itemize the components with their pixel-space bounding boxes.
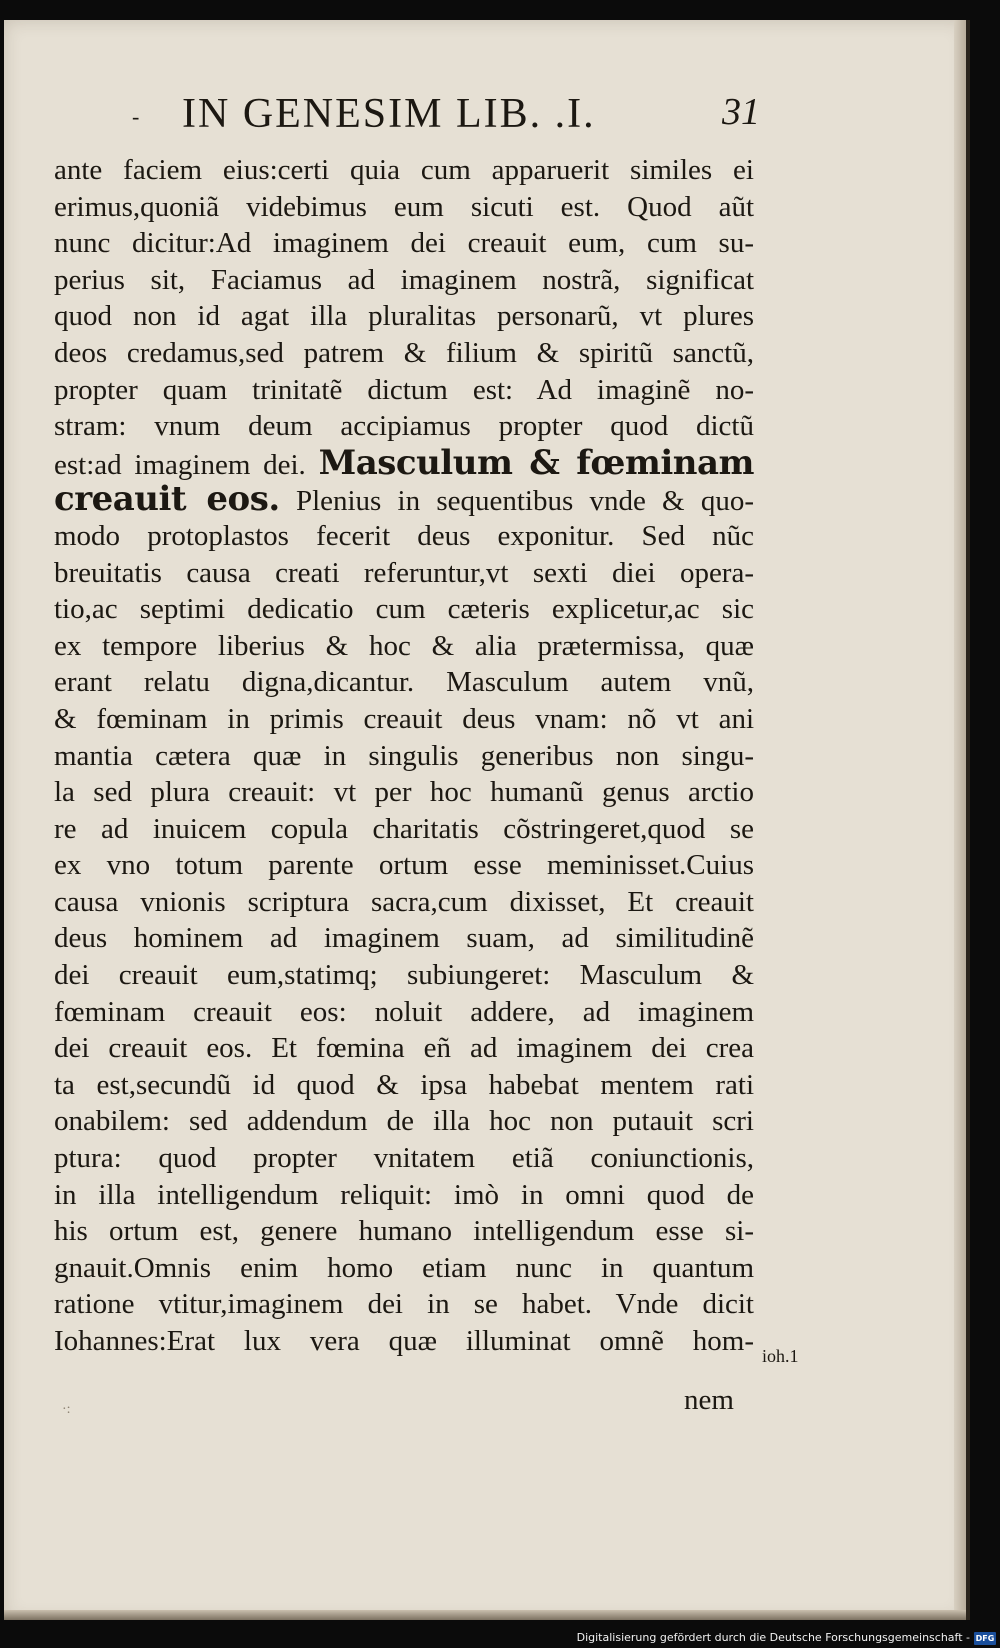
body-text (54, 152, 754, 1360)
text-line: Iohannes:Erat lux vera quæ illuminat omnẽ hom- (54, 1325, 754, 1357)
text-line-mixed (54, 481, 754, 518)
text-line: & fœminam in primis creauit deus vnam: nõ vt ani (54, 702, 754, 735)
text-line: ex tempore liberius & hoc & alia prætermissa, quæ (54, 629, 754, 662)
catchword: nem (684, 1384, 734, 1416)
text-line: breuitatis causa creati referuntur,vt sexti diei opera- (54, 556, 754, 589)
page-speck: ·: (62, 1402, 71, 1417)
text-line: re ad inuicem copula charitatis cõstringeret,quod se (54, 812, 754, 845)
text-segment: est:ad imaginem dei. (54, 448, 306, 481)
text-line-mixed (54, 445, 754, 482)
text-line: perius sit, Faciamus ad imaginem nostrã, significat (54, 263, 754, 296)
text-line: onabilem: sed addendum de illa hoc non putauit scri (54, 1105, 754, 1138)
text-line: quod non id agat illa pluralitas personarũ, vt plures (54, 300, 754, 333)
text-line: fœminam creauit eos: noluit addere, ad imaginem (54, 995, 754, 1028)
text-line: tio,ac septimi dedicatio cum cæteris explicetur,ac sic (54, 593, 754, 626)
marginal-note: ioh.1 (762, 1346, 799, 1366)
text-line: his ortum est, genere humano intelligendum esse si- (54, 1215, 754, 1248)
page-number: 31 (722, 91, 760, 133)
text-line: deus hominem ad imaginem suam, ad similitudinẽ (54, 922, 754, 955)
text-line: ratione vtitur,imaginem dei in se habet. Vnde dicit (54, 1288, 754, 1321)
text-line: gnauit.Omnis enim homo etiam nunc in quantum (54, 1251, 754, 1284)
text-line: dei creauit eos. Et fœmina eñ ad imaginem dei crea (54, 1032, 754, 1065)
book-page (4, 20, 970, 1620)
blackletter-heading-cont: creauit eos. (54, 481, 280, 518)
running-head: IN GENESIM LIB. .I. (182, 91, 596, 137)
text-line: erant relatu digna,dicantur. Masculum autem vnũ, (54, 666, 754, 699)
text-line: mantia cætera quæ in singulis generibus non singu- (54, 739, 754, 772)
page-header (4, 90, 966, 150)
header-dash: - (132, 104, 140, 129)
page-edge-shadow (954, 20, 966, 1620)
dfg-logo-icon: DFG (975, 1634, 995, 1643)
credit-bar (0, 1629, 1000, 1648)
text-line: erimus,quoniã videbimus eum sicuti est. Quod aũt (54, 190, 754, 223)
text-line: nunc dicitur:Ad imaginem dei creauit eum, cum su- (54, 227, 754, 260)
text-line: in illa intelligendum reliquit: imò in omni quod de (54, 1178, 754, 1211)
text-line: deos credamus,sed patrem & filium & spiritũ sanctũ, (54, 336, 754, 369)
text-line: ta est,secundũ id quod & ipsa habebat mentem rati (54, 1068, 754, 1101)
text-line: la sed plura creauit: vt per hoc humanũ genus arctio (54, 776, 754, 809)
blackletter-heading: Masculum & fœminam (318, 444, 754, 482)
text-line: causa vnionis scriptura sacra,cum dixisset, Et creauit (54, 885, 754, 918)
text-line: ante faciem eius:certi quia cum apparuerit similes ei (54, 154, 754, 186)
page-bottom-edge (4, 1610, 966, 1620)
text-line: ptura: quod propter vnitatem etiã coniunctionis, (54, 1142, 754, 1175)
text-line: dei creauit eum,statimq; subiungeret: Masculum & (54, 959, 754, 992)
text-line: propter quam trinitatẽ dictum est: Ad imaginẽ no- (54, 373, 754, 406)
text-line: modo protoplastos fecerit deus exponitur. Sed nũc (54, 519, 754, 552)
text-segment: Plenius in sequentibus vnde & quo- (295, 485, 754, 518)
text-line: stram: vnum deum accipiamus propter quod dictũ (54, 410, 754, 443)
text-line: ex vno totum parente ortum esse meminisset.Cuius (54, 849, 754, 882)
digitization-credit: Digitalisierung gefördert durch die Deutsche Forschungsgemeinschaft - (576, 1631, 970, 1644)
